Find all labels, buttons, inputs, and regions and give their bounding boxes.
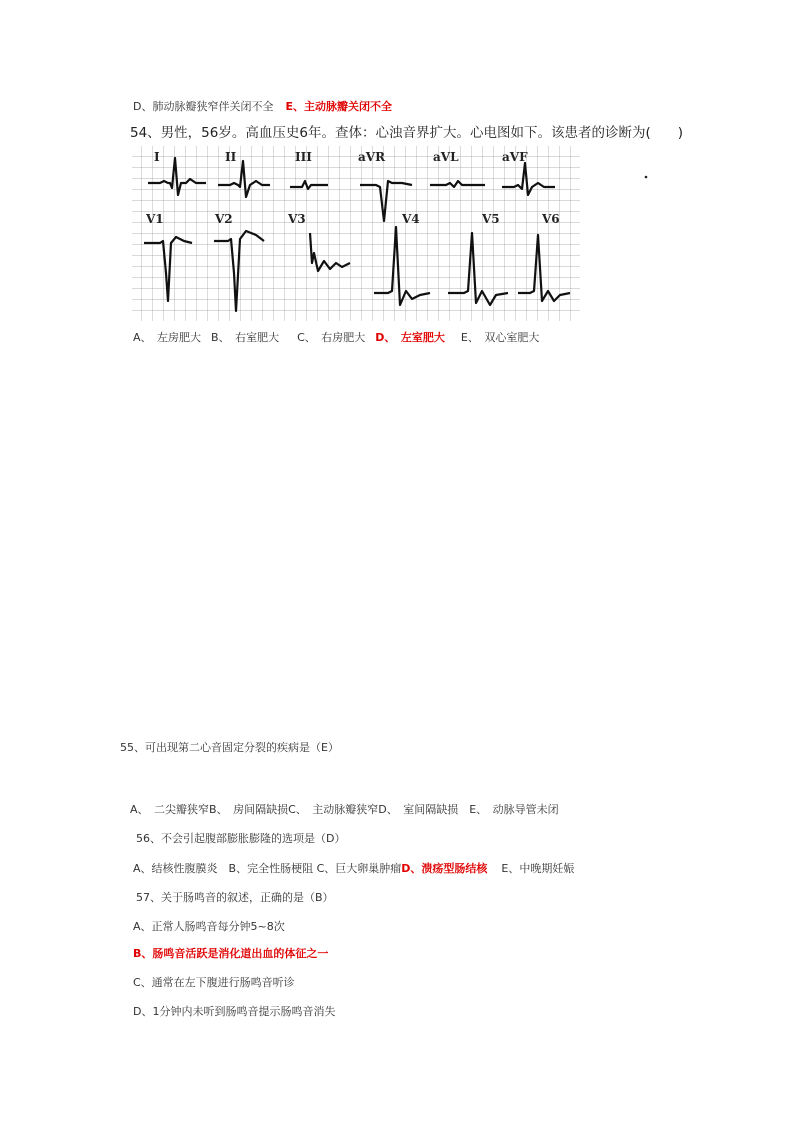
- q57-answer-b: B、肠鸣音活跃是消化道出血的体征之一: [133, 947, 329, 960]
- lead-label-avr: aVR: [358, 150, 386, 164]
- q54-option-a: A、 左房肥大: [133, 331, 202, 344]
- q55-options: A、 二尖瓣狭窄B、 房间隔缺损C、 主动脉瓣狭窄D、 室间隔缺损 E、 动脉导管未闭: [130, 803, 559, 816]
- lead-label-v2: V2: [215, 212, 233, 226]
- q57-option-d: D、1分钟内未听到肠鸣音提示肠鸣音消失: [133, 1005, 336, 1018]
- lead-label-v6: V6: [542, 212, 560, 226]
- q57-option-a: A、正常人肠鸣音每分钟5~8次: [133, 920, 285, 933]
- q55-stem: 55、可出现第二心音固定分裂的疾病是（E）: [120, 741, 339, 754]
- q54-answer-d: D、 左室肥大: [375, 331, 445, 344]
- q54-option-e: E、 双心室肥大: [460, 331, 540, 344]
- lead-label-v3: V3: [288, 212, 306, 226]
- lead-label-iii: III: [295, 150, 312, 164]
- lead-label-ii: II: [225, 150, 237, 164]
- lead-label-v4: V4: [402, 212, 420, 226]
- q56-options-line: [133, 862, 574, 876]
- q54-option-c: C、 右房肥大: [297, 331, 366, 344]
- q56-answer-d: D、溃疡型肠结核: [401, 862, 488, 875]
- q56-options-a-c: A、结核性腹膜炎 B、完全性肠梗阻 C、巨大卵巢肿瘤: [133, 862, 402, 875]
- q54-options-line: [133, 331, 539, 345]
- ecg-figure: [130, 123, 700, 321]
- q54-stem: 54、男性，56岁。高血压史6年。查体：心浊音界扩大。心电图如下。该患者的诊断为( ): [130, 125, 683, 141]
- q53-options-line: [133, 100, 392, 114]
- q53-option-d: D、肺动脉瓣狭窄伴关闭不全: [133, 100, 274, 113]
- q56-stem: 56、不会引起腹部膨胀膨隆的选项是（D）: [136, 832, 346, 845]
- q53-answer-e: E、主动脉瓣关闭不全: [285, 100, 392, 113]
- lead-label-avf: aVF: [502, 150, 528, 164]
- ecg-grid: [132, 146, 580, 321]
- lead-label-v1: V1: [146, 212, 164, 226]
- lead-label-i: I: [154, 150, 160, 164]
- q57-stem: 57、关于肠鸣音的叙述，正确的是（B）: [136, 891, 334, 904]
- lead-label-avl: aVL: [433, 150, 459, 164]
- stray-dot: [645, 176, 648, 179]
- q54-option-b: B、 右室肥大: [211, 331, 280, 344]
- lead-label-v5: V5: [482, 212, 500, 226]
- q56-option-e: E、中晚期妊娠: [501, 862, 575, 875]
- q57-option-c: C、通常在左下腹进行肠鸣音听诊: [133, 976, 295, 989]
